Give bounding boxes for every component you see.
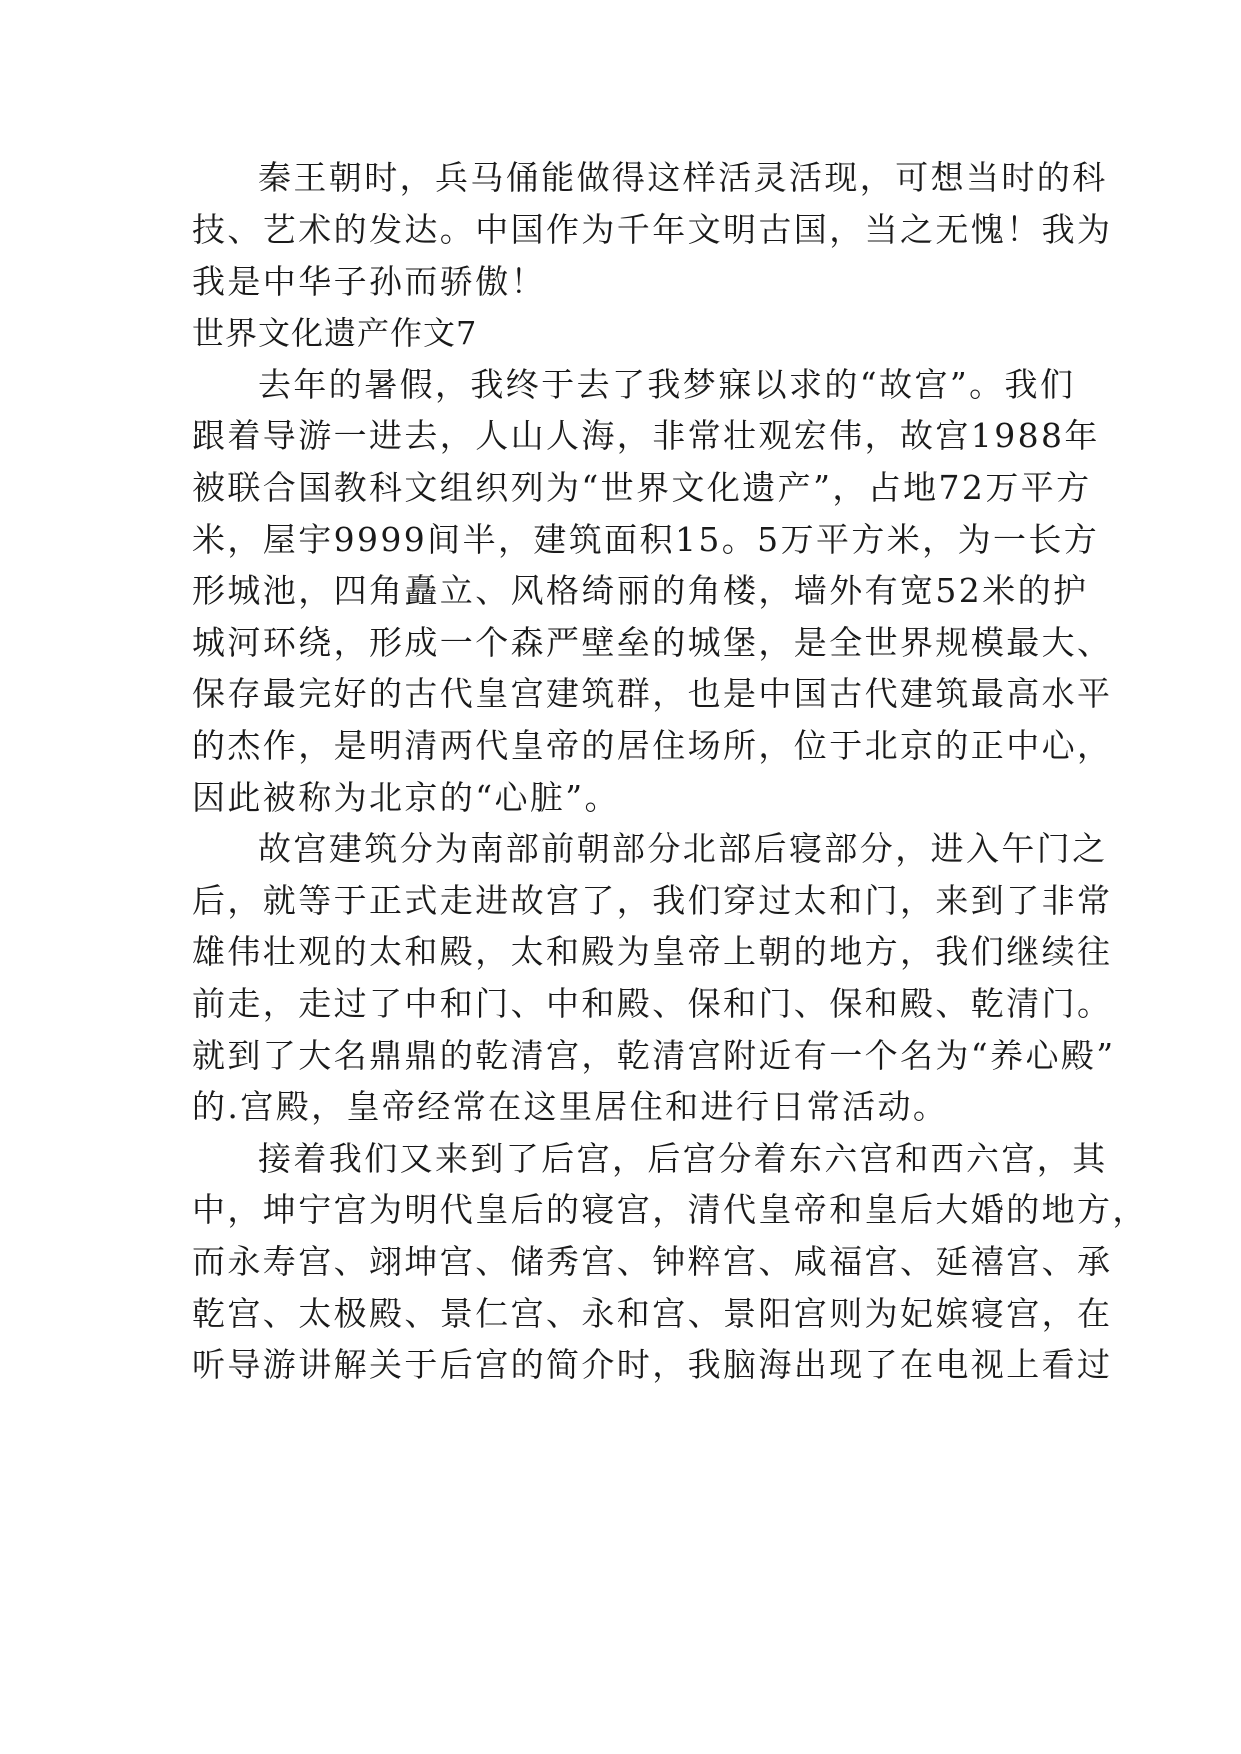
text-line: 因此被称为北京的“心脏”。 xyxy=(192,778,620,817)
text-line: 而永寿宫、翊坤宫、储秀宫、钟粹宫、咸福宫、延禧宫、承 xyxy=(192,1242,1113,1281)
text-line: 就到了大名鼎鼎的乾清宫，乾清宫附近有一个名为“养心殿” xyxy=(192,1036,1116,1075)
section-heading: 世界文化遗产作文7 xyxy=(192,314,478,352)
text-line: 跟着导游一进去，人山人海，非常壮观宏伟，故宫1988年 xyxy=(192,416,1100,455)
text-line: 后，就等于正式走进故宫了，我们穿过太和门，来到了非常 xyxy=(192,881,1113,920)
text-line: 秦王朝时，兵马俑能做得这样活灵活现，可想当时的科 xyxy=(258,158,1108,197)
text-line: 我是中华子孙而骄傲！ xyxy=(192,262,546,301)
text-line: 接着我们又来到了后宫，后宫分着东六宫和西六宫，其 xyxy=(258,1139,1108,1178)
text-line: 前走，走过了中和门、中和殿、保和门、保和殿、乾清门。 xyxy=(192,984,1113,1023)
text-line: 保存最完好的古代皇宫建筑群，也是中国古代建筑最高水平 xyxy=(192,674,1113,713)
text-line: 的杰作，是明清两代皇帝的居住场所，位于北京的正中心， xyxy=(192,726,1113,765)
text-line: 听导游讲解关于后宫的简介时，我脑海出现了在电视上看过 xyxy=(192,1345,1113,1384)
text-line: 去年的暑假，我终于去了我梦寐以求的“故宫”。我们 xyxy=(258,365,1076,404)
text-line: 乾宫、太极殿、景仁宫、永和宫、景阳宫则为妃嫔寝宫，在 xyxy=(192,1294,1113,1333)
text-line: 被联合国教科文组织列为“世界文化遗产”，占地72万平方 xyxy=(192,468,1092,507)
text-line: 形城池，四角矗立、风格绮丽的角楼，墙外有宽52米的护 xyxy=(192,571,1089,610)
text-line: 技、艺术的发达。中国作为千年文明古国，当之无愧！我为 xyxy=(192,210,1113,249)
text-line: 雄伟壮观的太和殿，太和殿为皇帝上朝的地方，我们继续往 xyxy=(192,932,1113,971)
text-line: 城河环绕，形成一个森严壁垒的城堡，是全世界规模最大、 xyxy=(192,623,1113,662)
text-line: 故宫建筑分为南部前朝部分北部后寝部分，进入午门之 xyxy=(258,829,1108,868)
text-line: 的.宫殿，皇帝经常在这里居住和进行日常活动。 xyxy=(192,1087,949,1126)
text-line: 米，屋宇9999间半，建筑面积15。5万平方米，为一长方 xyxy=(192,520,1100,559)
text-line: 中，坤宁宫为明代皇后的寝宫，清代皇帝和皇后大婚的地方， xyxy=(192,1190,1148,1229)
